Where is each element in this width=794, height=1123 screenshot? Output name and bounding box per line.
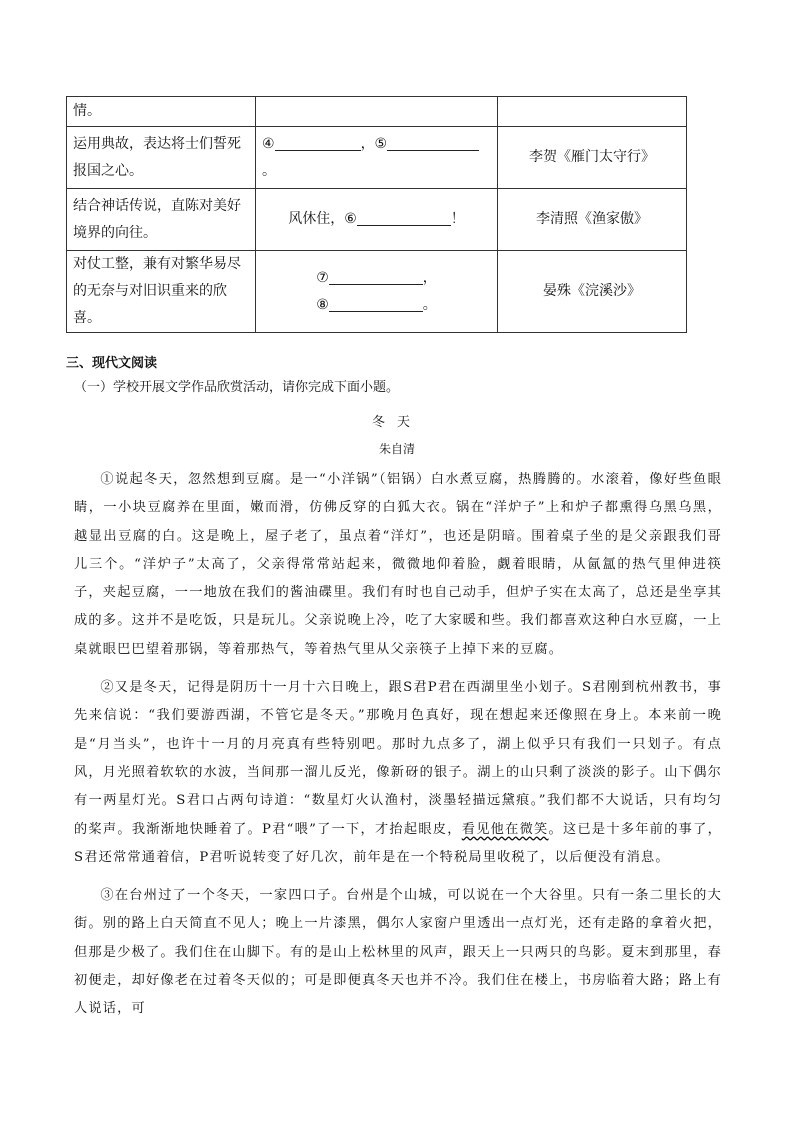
table-cell bbox=[498, 97, 687, 127]
table-cell bbox=[498, 189, 687, 251]
table-cell bbox=[256, 251, 498, 333]
paragraph-2 bbox=[74, 674, 722, 872]
punctuation: 。 bbox=[262, 162, 276, 179]
cell-text: 对仗工整，兼有对繁华易尽的无奈与对旧识重来的欣喜。 bbox=[73, 256, 241, 326]
blank-label: ⑧ bbox=[316, 296, 329, 313]
table-cell bbox=[67, 251, 256, 333]
cell-text: 结合神话传说，直陈对美好境界的向往。 bbox=[73, 197, 241, 241]
paragraph-1: ①说起冬天，忽然想到豆腐。是一“小洋锅”（铝锅）白水煮豆腐，热腾腾的。水滚着，像好些鱼眼睛，一小块豆腐养在里面，嫩而滑，仿佛反穿的白狐大衣。锅在“洋炉子”上和炉子都熏得乌黑乌黑，越显出豆腐的白。这是晚上，屋子老了，虽点着“洋灯”，也还是阴暗。围着桌子坐的是父亲跟我们哥儿三个。“洋炉子”太高了，父亲得常常站起来，微微地仰着脸，觑着眼睛，从氤氲的热气里伸进筷子，夹起豆腐，一一地放在我们的酱油碟里。我们有时也自己动手，但炉子实在太高了，总还是坐享其成的多。这并不是吃饭，只是玩儿。父亲说晚上冷，吃了大家暖和些。我们都喜欢这种白水豆腐，一上桌就眼巴巴望着那锅，等着那热气，等着热气里从父亲筷子上掉下来的豆腐。 bbox=[74, 472, 722, 657]
wavy-underlined-phrase: 看见他在微笑 bbox=[461, 821, 549, 837]
table-row bbox=[67, 97, 687, 127]
blank-label: ⑦ bbox=[316, 269, 329, 286]
poem-source: 晏殊《浣溪沙》 bbox=[543, 283, 641, 299]
cell-text: 情。 bbox=[73, 103, 101, 119]
poem-source: 李清照《渔家傲》 bbox=[536, 211, 648, 227]
fill-blank-4[interactable] bbox=[275, 134, 361, 151]
section-heading: 三、现代文阅读 bbox=[66, 356, 158, 371]
table-cell bbox=[256, 127, 498, 189]
table-cell bbox=[498, 251, 687, 333]
table-cell bbox=[256, 189, 498, 251]
table-row bbox=[67, 127, 687, 189]
paragraph-3: ③在台州过了一个冬天，一家四口子。台州是个山城，可以说在一个大谷里。只有一条二里长的大街。别的路上白天简直不见人；晚上一片漆黑，偶尔人家窗户里透出一点灯光，还有走路的拿着火把，但那是少极了。我们住在山脚下。有的是山上松林里的风声，跟天上一只两只的鸟影。夏末到那里，春初便走，却好像老在过着冬天似的；可是即便真冬天也并不冷。我们住在楼上，书房临着大路；路上有人说话，可 bbox=[74, 888, 722, 1017]
fill-blank-8[interactable] bbox=[329, 295, 423, 312]
fill-blank-6[interactable] bbox=[357, 209, 451, 226]
essay-author: 朱自清 bbox=[378, 442, 415, 456]
essay-title: 冬天 bbox=[371, 415, 422, 430]
table-cell bbox=[498, 127, 687, 189]
paragraph-text: 。这已是十多年前的事了，S君还常常通着信，P君听说转变了好几次，前年是在一个特税局里收税了，以后便没有消息。 bbox=[74, 821, 722, 865]
table-cell bbox=[67, 97, 256, 127]
blank-label: ，⑤ bbox=[360, 135, 388, 152]
table-cell bbox=[256, 97, 498, 127]
fill-blank-7[interactable] bbox=[329, 268, 423, 285]
poem-source: 李贺《雁门太守行》 bbox=[529, 149, 655, 165]
punctuation: 。 bbox=[422, 296, 437, 313]
punctuation: ， bbox=[422, 269, 437, 286]
punctuation: ！ bbox=[450, 211, 465, 227]
essay-body bbox=[74, 466, 722, 1024]
poetry-table bbox=[66, 96, 687, 333]
table-row bbox=[67, 251, 687, 333]
table-cell bbox=[67, 127, 256, 189]
section-instruction: （一）学校开展文学作品欣赏活动，请你完成下面小题。 bbox=[74, 380, 400, 395]
paragraph-text: ②又是冬天，记得是阴历十一月十六日晚上，跟S君P君在西湖里坐小划子。S君刚到杭州教书，事先来信说：“我们要游西湖，不管它是冬天。”那晚月色真好，现在想起来还像照在身上。本来前一晚是“月当头”，也许十一月的月亮真有些特别吧。那时九点多了，湖上似乎只有我们一只划子。有点风，月光照着软软的水波，当间那一溜儿反光，像新砑的银子。湖上的山只剩了淡淡的影子。山下偶尔有一两星灯光。S君口占两句诗道：“数星灯火认渔村，淡墨轻描远黛痕。”我们都不大说话，只有均匀的桨声。我渐渐地快睡着了。P君“喂”了一下，才抬起眼皮， bbox=[74, 680, 722, 837]
fill-blank-5[interactable] bbox=[387, 134, 479, 151]
table-cell bbox=[67, 189, 256, 251]
blank-label: ④ bbox=[262, 135, 275, 152]
cell-text: 运用典故，表达将士们誓死报国之心。 bbox=[73, 135, 241, 179]
table-row bbox=[67, 189, 687, 251]
blank-label: 风休住，⑥ bbox=[288, 211, 357, 227]
